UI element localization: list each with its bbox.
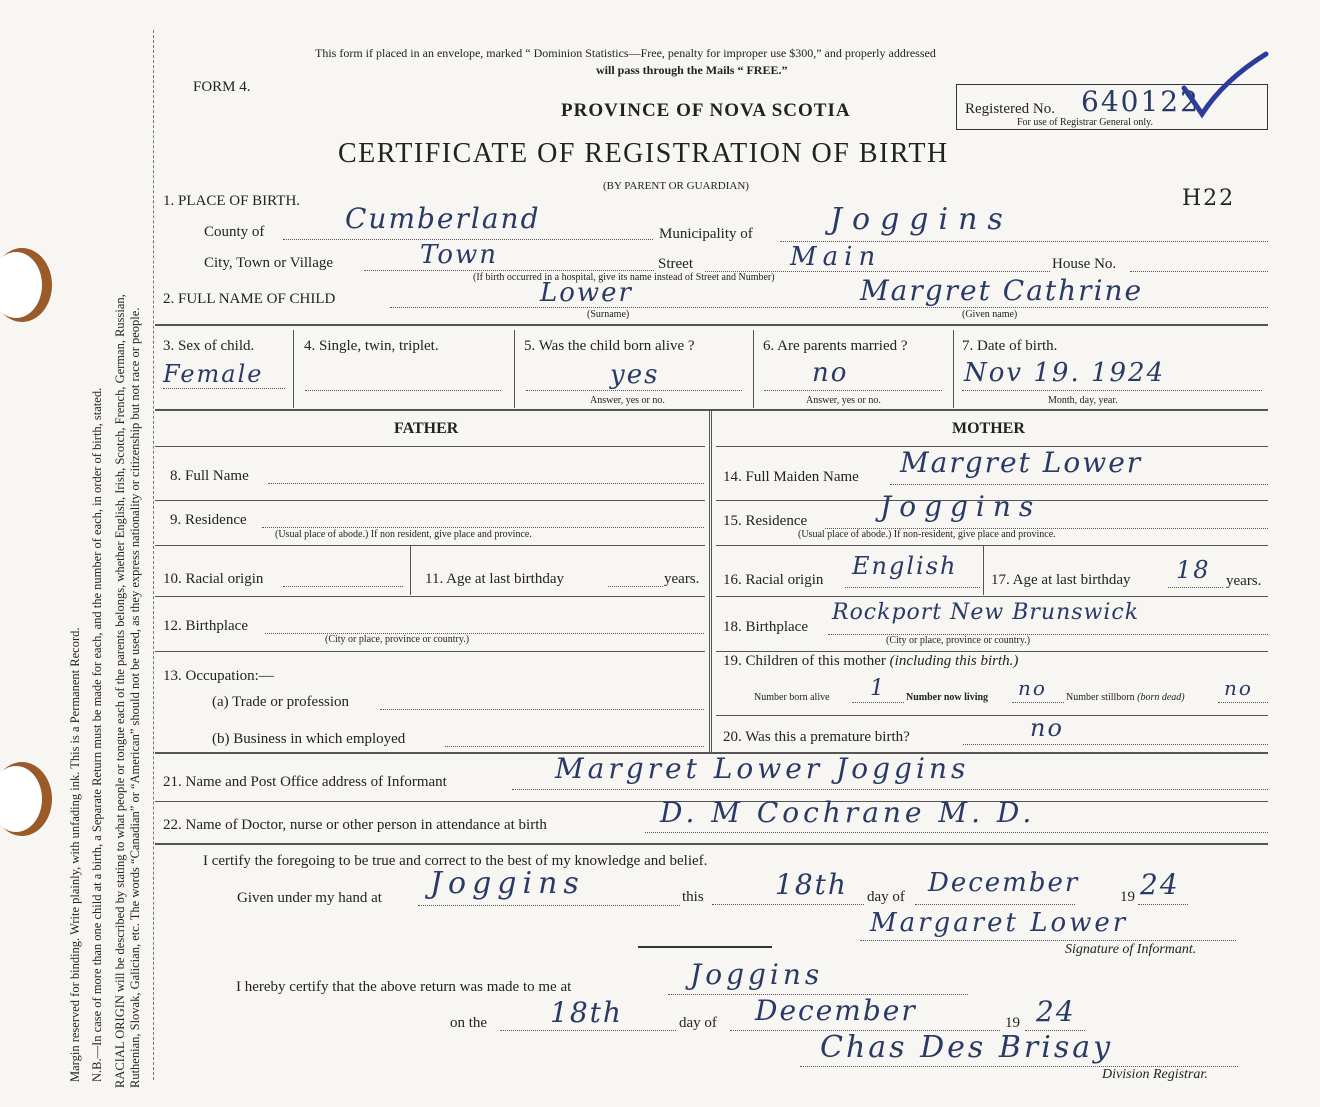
street-label: Street (658, 256, 693, 272)
rule-mother-3 (716, 596, 1268, 597)
margin-divider (153, 30, 154, 1080)
rule-father-3 (155, 596, 705, 597)
mother-birthplace-label: 18. Birthplace (723, 619, 808, 635)
stillborn-line (1218, 702, 1268, 703)
premature-value: no (1030, 714, 1064, 742)
cert-year-suffix: 24 (1140, 868, 1180, 901)
mother-racial-label: 16. Racial origin (723, 572, 824, 588)
registered-number: 640122 (1081, 85, 1200, 118)
street-value: Main (790, 242, 882, 272)
father-racial-line (283, 586, 403, 587)
given-place-value: Joggins (430, 866, 585, 901)
born-alive-count-value: 1 (870, 676, 886, 701)
this-value: 18th (775, 868, 848, 901)
born-alive-line (526, 390, 742, 391)
binding-hole-top (0, 248, 52, 322)
mother-racial-line (845, 587, 980, 588)
business-label: (b) Business in which employed (212, 731, 406, 747)
father-name-label: 8. Full Name (170, 468, 249, 484)
doctor-value: D. M Cochrane M. D. (660, 796, 1036, 829)
row3-divider-1 (293, 330, 294, 408)
certificate-subtitle: (BY PARENT OR GUARDIAN) (603, 180, 749, 192)
child-name-line (390, 307, 1268, 308)
born-alive-label: 5. Was the child born alive ? (524, 338, 695, 354)
mother-heading: MOTHER (952, 420, 1025, 437)
born-alive-value: yes (610, 360, 660, 390)
parents-divider (709, 409, 712, 752)
occupation-label: 13. Occupation:— (163, 668, 274, 684)
dob-line (962, 390, 1262, 391)
father-residence-line (262, 527, 704, 528)
premature-label: 20. Was this a premature birth? (723, 729, 910, 745)
cert-year-prefix: 19 (1120, 889, 1135, 905)
plurality-line (305, 390, 501, 391)
informant-label: 21. Name and Post Office address of Informant (163, 774, 447, 790)
born-alive-count-label: Number born alive (754, 692, 830, 703)
married-value: no (812, 358, 849, 388)
sex-value: Female (163, 360, 264, 388)
day-of-value: December (928, 868, 1080, 898)
given-under-label: Given under my hand at (237, 890, 382, 906)
place-of-birth-label: 1. PLACE OF BIRTH. (163, 193, 301, 209)
on-the-label: on the (450, 1015, 488, 1031)
sex-line (163, 388, 285, 389)
registrar-statement: I hereby certify that the above return was made to me at (236, 979, 572, 995)
given-place-line (418, 905, 680, 906)
mother-years: years. (1226, 573, 1262, 589)
city-line (364, 270, 654, 271)
children-label-text: 19. Children of this mother (723, 653, 886, 669)
father-residence-caption: (Usual place of abode.) If non resident, give place and province. (275, 529, 532, 540)
margin-note-2: N.B.—In case of more than one child at a birth, a Separate Return must be made for each, and the number of each, in order of birth, stated. (90, 387, 104, 1082)
margin-note-4: Ruthenian, Slovak, Galician, etc. The words “Canadian” or “American” should not be used, as they express nationality or citizenship but not race or people. (128, 307, 142, 1088)
informant-line (512, 789, 1268, 790)
county-value: Cumberland (345, 202, 541, 235)
row3-divider-3 (753, 330, 754, 408)
now-living-value: no (1018, 676, 1047, 700)
given-caption: (Given name) (962, 309, 1018, 320)
form-number: FORM 4. (193, 79, 251, 95)
born-alive-caption: Answer, yes or no. (590, 395, 665, 406)
registrar-place-value: Joggins (690, 958, 824, 991)
mother-birthplace-caption: (City or place, province or country.) (886, 635, 1031, 646)
informant-signature: Margaret Lower (870, 908, 1129, 938)
cert-year-line (1138, 904, 1188, 905)
dob-caption: Month, day, year. (1048, 395, 1118, 406)
rule-mother-2 (716, 545, 1268, 546)
row3-divider-2 (514, 330, 515, 408)
mother-name-value: Margret Lower (900, 446, 1143, 479)
reg-year-suffix: 24 (1036, 995, 1076, 1028)
reg-day-of-label: day of (679, 1015, 717, 1031)
married-caption: Answer, yes or no. (806, 395, 881, 406)
rule-mother-5 (716, 715, 1268, 716)
province-heading: PROVINCE OF NOVA SCOTIA (561, 100, 851, 121)
child-name-label: 2. FULL NAME OF CHILD (163, 291, 336, 307)
rule-father-4 (155, 651, 705, 652)
reg-day-of-value: December (755, 994, 917, 1027)
municipality-label: Municipality of (659, 226, 753, 242)
rule-father-2 (155, 545, 705, 546)
father-birthplace-label: 12. Birthplace (163, 618, 248, 634)
informant-value: Margret Lower Joggins (555, 752, 970, 785)
mother-residence-caption: (Usual place of abode.) If non-resident, give place and province. (798, 529, 1056, 540)
child-surname-value: Lower (540, 278, 633, 308)
this-label: this (682, 889, 704, 905)
stamp-number: H22 (1182, 186, 1236, 211)
stillborn-label-text: Number stillborn (1066, 692, 1135, 703)
registrar-signature-caption: Division Registrar. (1102, 1067, 1208, 1082)
certify-statement: I certify the foregoing to be true and correct to the best of my knowledge and belief. (203, 853, 708, 869)
father-heading: FATHER (394, 420, 459, 437)
registrar-signature: Chas Des Brisay (820, 1030, 1114, 1065)
row3-divider-4 (953, 330, 954, 408)
plurality-label: 4. Single, twin, triplet. (304, 338, 439, 354)
mail-notice-line1: This form if placed in an envelope, marked “ Dominion Statistics—Free, penalty for improper use $300,” and properly addressed (315, 46, 936, 60)
mother-racial-divider (983, 545, 984, 595)
hospital-note: (If birth occurred in a hospital, give its name instead of Street and Number) (473, 272, 775, 283)
stillborn-note: (born dead) (1137, 692, 1185, 703)
rule-after-name (155, 324, 1268, 326)
on-the-line (500, 1030, 676, 1031)
mother-name-line (890, 484, 1268, 485)
house-no-line (1130, 271, 1268, 272)
business-line (445, 746, 704, 747)
born-alive-count-line (852, 702, 904, 703)
cert-separator (638, 946, 772, 948)
stillborn-label (1066, 692, 1185, 703)
house-no-label: House No. (1052, 256, 1117, 272)
mother-residence-label: 15. Residence (723, 513, 808, 529)
father-years: years. (664, 571, 700, 587)
married-line (764, 390, 942, 391)
this-line (712, 904, 864, 905)
dob-value: Nov 19. 1924 (964, 358, 1166, 388)
municipality-value: Joggins (830, 202, 1013, 237)
premature-line (963, 744, 1268, 745)
children-note: (including this birth.) (889, 653, 1019, 669)
mail-notice-line2: will pass through the Mails “ FREE.” (596, 63, 788, 77)
trade-label: (a) Trade or profession (212, 694, 350, 710)
father-racial-label: 10. Racial origin (163, 571, 264, 587)
child-given-value: Margret Cathrine (860, 274, 1144, 307)
rule-mother-4 (716, 651, 1268, 652)
mother-residence-value: Joggins (880, 490, 1042, 523)
rule-father-1 (155, 500, 705, 501)
mother-birthplace-value: Rockport New Brunswick (832, 600, 1140, 625)
on-the-value: 18th (550, 996, 623, 1029)
mother-age-value: 18 (1176, 556, 1211, 584)
reg-year-prefix: 19 (1005, 1015, 1020, 1031)
doctor-line (645, 832, 1268, 833)
father-birthplace-caption: (City or place, province or country.) (325, 634, 470, 645)
mother-age-label: 17. Age at last birthday (991, 572, 1131, 588)
married-label: 6. Are parents married ? (763, 338, 908, 354)
trade-line (380, 709, 704, 710)
day-of-line (915, 904, 1075, 905)
day-of-label: day of (867, 889, 905, 905)
father-age-line (608, 586, 663, 587)
county-label: County of (204, 224, 265, 240)
mother-racial-value: English (852, 552, 958, 580)
registrar-use-note: For use of Registrar General only. (1017, 117, 1153, 128)
certificate-title: CERTIFICATE OF REGISTRATION OF BIRTH (338, 138, 949, 169)
rule-under-father-heading (155, 446, 705, 447)
informant-signature-line (860, 940, 1236, 941)
father-name-line (268, 483, 704, 484)
check-mark-icon (1180, 50, 1270, 120)
registered-label: Registered No. (965, 101, 1055, 117)
children-label (723, 653, 1018, 670)
father-racial-divider (410, 545, 411, 595)
mother-age-line (1168, 587, 1223, 588)
now-living-label: Number now living (906, 692, 989, 703)
dob-label: 7. Date of birth. (962, 338, 1058, 354)
sex-label: 3. Sex of child. (163, 338, 255, 354)
margin-note-3: RACIAL ORIGIN will be described by stating to what people or tongue each of the parents belongs, whether English, Irish, Scotch, French, German, Russian, (113, 294, 127, 1088)
rule-after-doctor (155, 843, 1268, 845)
mother-name-label: 14. Full Maiden Name (723, 469, 859, 485)
father-age-label: 11. Age at last birthday (425, 571, 564, 587)
stillborn-value: no (1224, 676, 1253, 700)
informant-signature-caption: Signature of Informant. (1065, 942, 1197, 957)
binding-hole-bottom (0, 762, 52, 836)
city-label: City, Town or Village (204, 255, 334, 271)
margin-note-1: Margin reserved for binding. Write plainly, with unfading ink. This is a Permanent Record. (68, 627, 82, 1082)
doctor-label: 22. Name of Doctor, nurse or other person in attendance at birth (163, 817, 547, 833)
now-living-line (1012, 702, 1064, 703)
city-value: Town (420, 240, 498, 270)
surname-caption: (Surname) (587, 309, 630, 320)
father-residence-label: 9. Residence (170, 512, 247, 528)
